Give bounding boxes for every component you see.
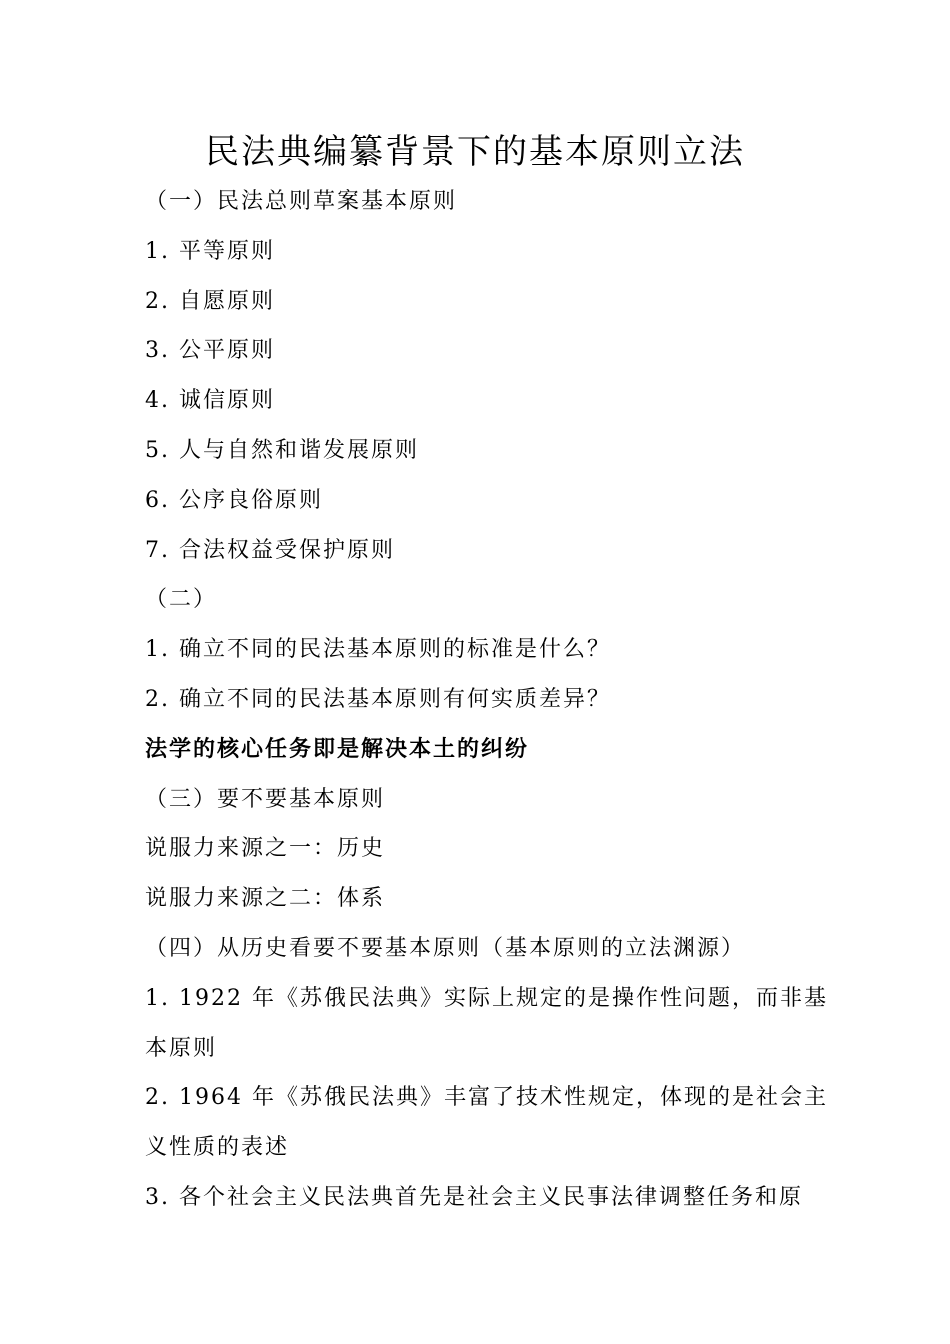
emphasis-paragraph: 法学的核心任务即是解决本土的纠纷 — [145, 735, 530, 762]
text-line: 7. 合法权益受保护原则 — [145, 537, 395, 563]
text-line: 6. 公序良俗原则 — [145, 487, 323, 513]
text-line: 说服力来源之一：历史 — [145, 836, 386, 862]
text-line: 说服力来源之二：体系 — [145, 886, 386, 912]
text-line: 2. 1964 年《苏俄民法典》丰富了技术性规定，体现的是社会主 — [145, 1085, 828, 1111]
document-title: 民法典编纂背景下的基本原则立法 — [205, 132, 745, 172]
text-line: 5. 人与自然和谐发展原则 — [145, 437, 419, 463]
text-line: 义性质的表述 — [145, 1135, 290, 1161]
text-line: （四）从历史看要不要基本原则（基本原则的立法渊源） — [145, 935, 746, 961]
text-line: 本原则 — [145, 1035, 218, 1061]
text-line: 1. 平等原则 — [145, 238, 275, 264]
text-line: （三）要不要基本原则 — [145, 786, 386, 812]
text-line: 3. 各个社会主义民法典首先是社会主义民事法律调整任务和原 — [145, 1184, 803, 1210]
text-line: 2. 自愿原则 — [145, 288, 275, 314]
text-line: （一）民法总则草案基本原则 — [145, 189, 458, 214]
text-line: 4. 诚信原则 — [145, 388, 275, 414]
document-body — [145, 177, 828, 1223]
text-line: 3. 公平原则 — [145, 338, 275, 364]
text-line: 2. 确立不同的民法基本原则有何实质差异？ — [145, 686, 611, 712]
text-line: 1. 确立不同的民法基本原则的标准是什么？ — [145, 637, 611, 663]
text-line: （二） — [145, 587, 218, 613]
text-line: 1. 1922 年《苏俄民法典》实际上规定的是操作性问题，而非基 — [145, 985, 828, 1011]
